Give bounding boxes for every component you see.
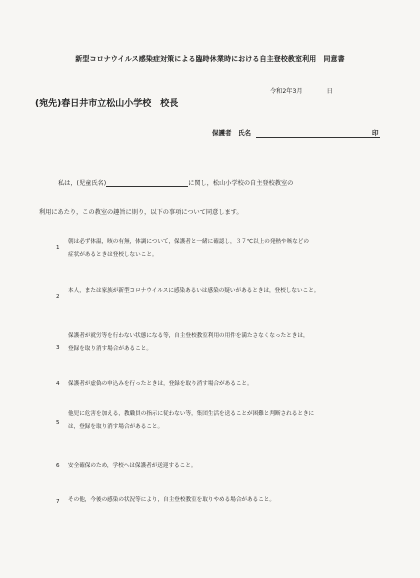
item-number: 2 — [56, 294, 60, 300]
date-prefix: 令和2年3月 — [270, 88, 303, 95]
item-text: その他，今後の感染の状況等により，自主登校教室を取りやめる場合があること。 — [68, 497, 275, 503]
item-text: 登録を取り消す場合があること。 — [68, 346, 152, 352]
guardian-name-line — [256, 137, 380, 138]
guardian-signature-block — [212, 128, 379, 137]
item-text: 保護者が就労等を行わない状態になる等，自主登校教室利用の用件を満たさなくなったときは， — [68, 333, 309, 339]
seal-label: 印 — [372, 129, 379, 137]
addressee: (宛先)春日井市立松山小学校 校長 — [35, 99, 179, 109]
child-name-blank — [106, 179, 188, 187]
item-number: 1 — [56, 245, 60, 251]
item-text: 本人，または家族が新型コロナウイルスに感染あるいは感染の疑いがあるときは，登校しないこと。 — [68, 288, 320, 294]
item-text: は，登録を取り消す場合があること。 — [68, 424, 164, 430]
date-day: 日 — [326, 88, 333, 95]
item-number: 5 — [56, 420, 60, 426]
intro-text-b: に関し，松山小学校の自主登校教室の — [188, 180, 294, 187]
item-text: 朝は必ず体温，咳の有無，体調について，保護者と一緒に確認し，３７℃以上の発熱や咳などの — [68, 239, 309, 245]
item-text: 保護者が虚偽の申込みを行ったときは，登録を取り消す場合があること。 — [68, 381, 253, 387]
item-text: 他児に危害を加える，教職員の指示に従わない等，集団生活を送ることが困難と判断されるときに — [68, 411, 315, 417]
item-number: 4 — [56, 381, 60, 387]
item-text: 症状があるときは登校しないこと。 — [68, 252, 158, 258]
item-number: 7 — [56, 499, 60, 505]
document-date — [270, 86, 333, 95]
intro-line-2: 利用にあたり，この教室の趣旨に則り，以下の事項について同意します。 — [39, 209, 243, 216]
item-number: 3 — [56, 345, 60, 351]
guardian-name-label: 保護者 氏名 — [212, 129, 251, 137]
item-number: 6 — [56, 463, 60, 469]
document-title: 新型コロナウイルス感染症対策による臨時休業時における自主登校教室利用 同意書 — [75, 55, 345, 63]
item-text: 安全確保のため，学校へは保護者が送迎すること。 — [68, 463, 197, 469]
intro-line-1 — [58, 178, 293, 187]
intro-text-a: 私は，(児童氏名) — [58, 180, 107, 187]
